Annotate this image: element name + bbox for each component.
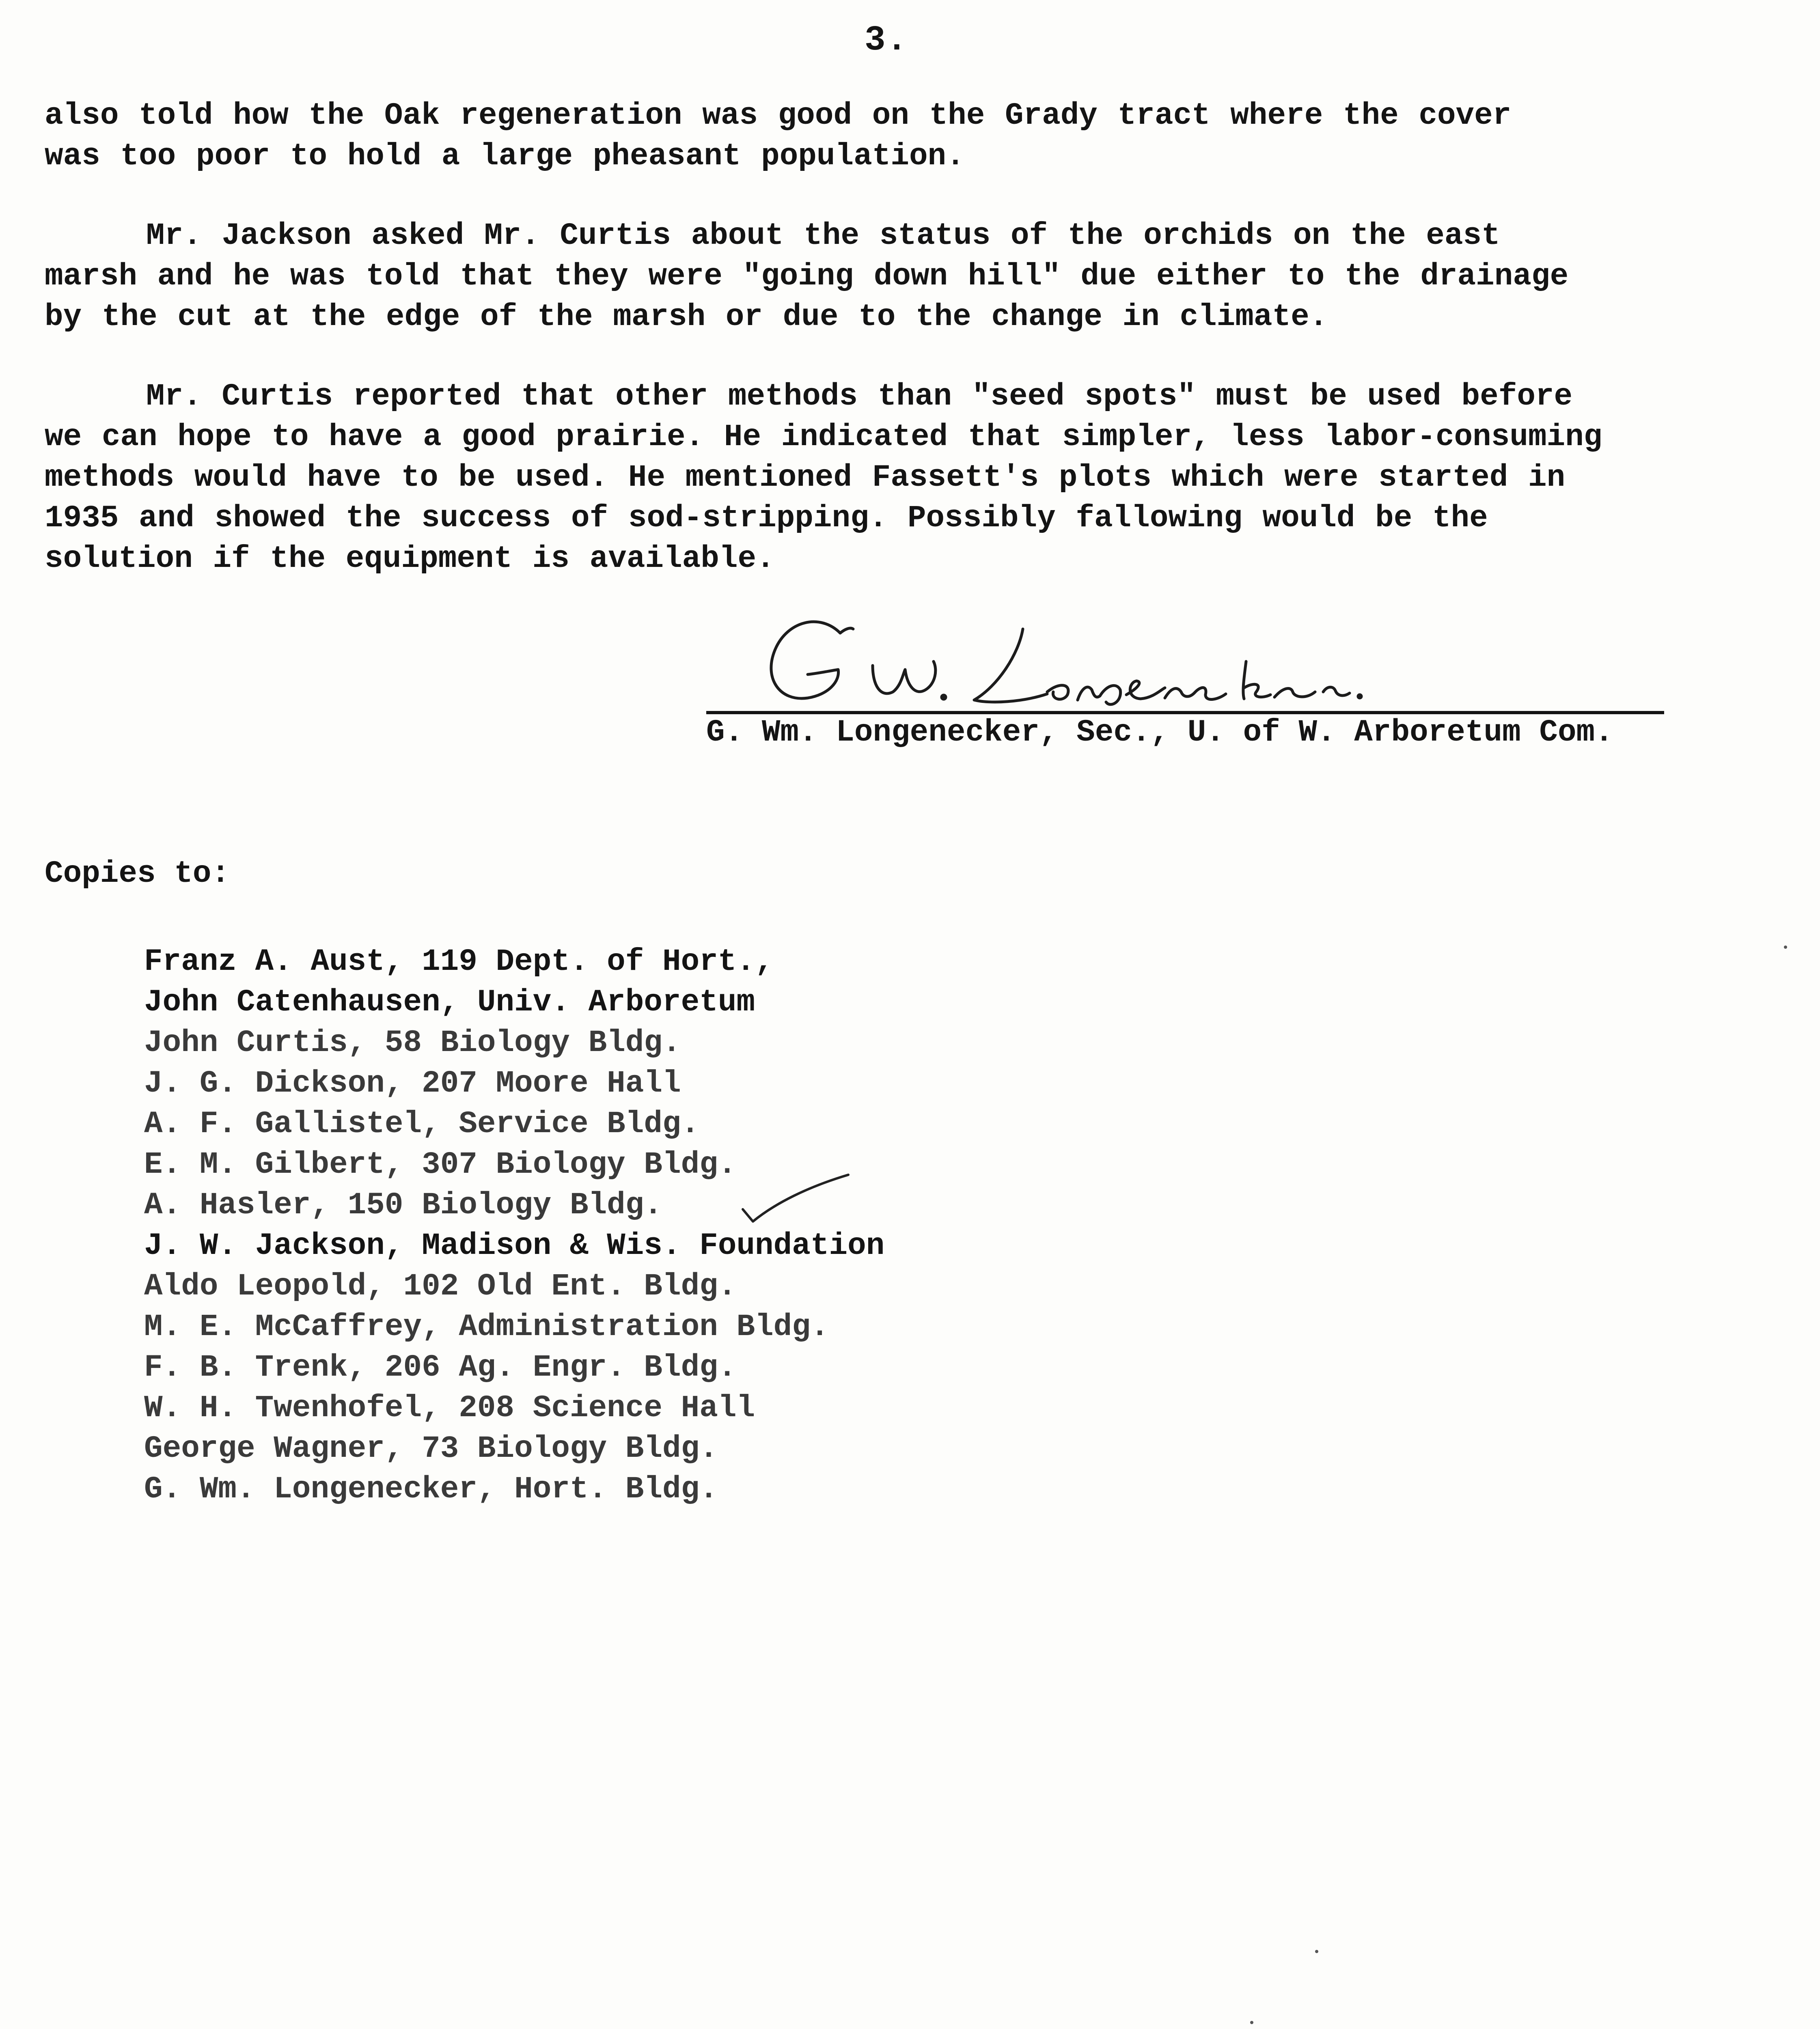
handwritten-signature bbox=[739, 605, 1510, 722]
body-text bbox=[45, 95, 1741, 618]
recipient-item: J. W. Jackson, Madison & Wis. Foundation bbox=[144, 1228, 885, 1263]
copies-heading: Copies to: bbox=[45, 856, 230, 891]
paper-speck bbox=[1784, 946, 1787, 949]
signer-caption: G. Wm. Longenecker, Sec., U. of W. Arboretum Com. bbox=[706, 715, 1613, 750]
recipient-item: John Catenhausen, Univ. Arboretum bbox=[144, 985, 755, 1020]
paragraph-line: we can hope to have a good prairie. He indicated that simpler, less labor-consuming bbox=[45, 420, 1602, 454]
paragraph-prairie-methods bbox=[45, 376, 1741, 579]
recipient-item: E. M. Gilbert, 307 Biology Bldg. bbox=[144, 1147, 737, 1182]
recipient-item: George Wagner, 73 Biology Bldg. bbox=[144, 1431, 718, 1466]
recipient-item: A. F. Gallistel, Service Bldg. bbox=[144, 1107, 700, 1142]
check-mark-icon bbox=[739, 1171, 852, 1228]
paragraph-line: methods would have to be used. He mentioned Fassett's plots which were started in bbox=[45, 460, 1566, 495]
recipient-item: G. Wm. Longenecker, Hort. Bldg. bbox=[144, 1472, 718, 1507]
recipient-item: A. Hasler, 150 Biology Bldg. bbox=[144, 1188, 663, 1223]
paragraph-line: was too poor to hold a large pheasant population. bbox=[45, 139, 965, 174]
signature-block bbox=[706, 605, 1672, 767]
paper-speck bbox=[1250, 2021, 1253, 2024]
paragraph-line: by the cut at the edge of the marsh or due to the change in climate. bbox=[45, 299, 1328, 334]
paragraph-line: Mr. Jackson asked Mr. Curtis about the status of the orchids on the east bbox=[146, 218, 1500, 253]
page-number: 3. bbox=[865, 20, 908, 60]
recipient-item: J. G. Dickson, 207 Moore Hall bbox=[144, 1066, 681, 1101]
recipient-item: John Curtis, 58 Biology Bldg. bbox=[144, 1025, 681, 1060]
paragraph-oak-regeneration bbox=[45, 95, 1741, 177]
recipient-item: W. H. Twenhofel, 208 Science Hall bbox=[144, 1391, 755, 1426]
recipient-item: Aldo Leopold, 102 Old Ent. Bldg. bbox=[144, 1269, 737, 1304]
signature-line bbox=[706, 711, 1664, 714]
recipient-item: M. E. McCaffrey, Administration Bldg. bbox=[144, 1310, 829, 1344]
paragraph-line: also told how the Oak regeneration was good on the Grady tract where the cover bbox=[45, 98, 1512, 133]
recipient-item: F. B. Trenk, 206 Ag. Engr. Bldg. bbox=[144, 1350, 737, 1385]
paragraph-line: Mr. Curtis reported that other methods than "seed spots" must be used before bbox=[146, 379, 1573, 414]
paragraph-line: marsh and he was told that they were "going down hill" due either to the drainage bbox=[45, 259, 1569, 294]
paragraph-orchids bbox=[45, 215, 1741, 337]
paragraph-line: 1935 and showed the success of sod-stripping. Possibly fallowing would be the bbox=[45, 501, 1488, 536]
recipient-item: Franz A. Aust, 119 Dept. of Hort., bbox=[144, 944, 774, 979]
paragraph-line: solution if the equipment is available. bbox=[45, 541, 775, 576]
paper-speck bbox=[1315, 1950, 1318, 1953]
